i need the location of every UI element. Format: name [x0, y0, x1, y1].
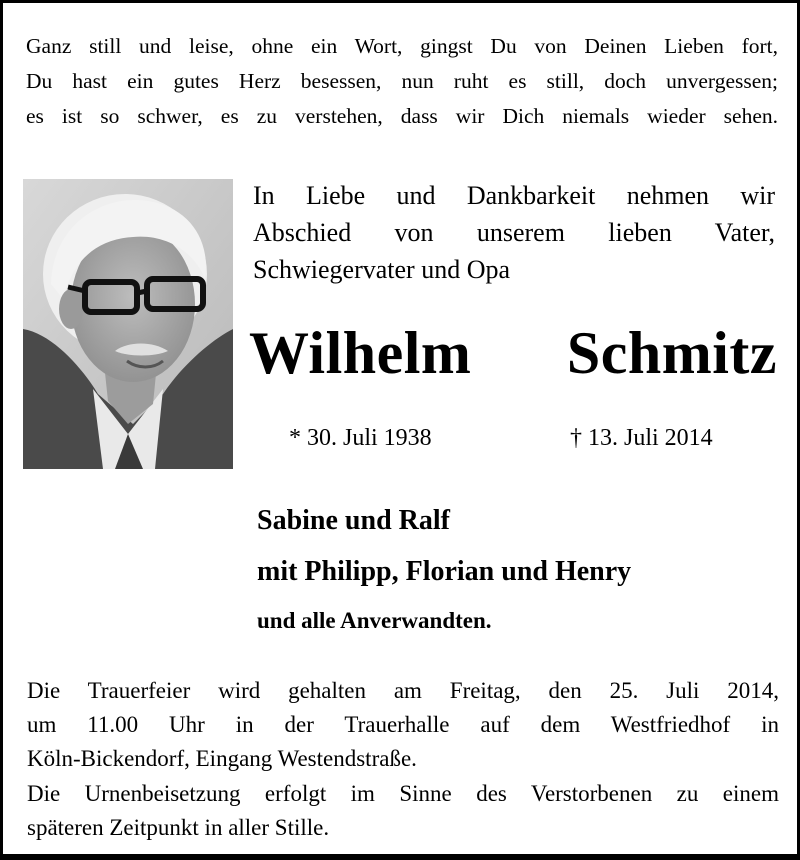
poem	[26, 29, 778, 134]
poem-line: es ist so schwer, es zu verstehen, dass wir Dich niemals wieder sehen.	[26, 104, 778, 128]
intro-line: Schwiegervater und Opa	[253, 255, 511, 284]
service-line: Köln-Bickendorf, Eingang Westendstraße.	[27, 746, 417, 771]
intro-text	[253, 177, 775, 288]
portrait-photo	[23, 179, 233, 469]
burial-info	[27, 777, 779, 845]
portrait-photo-icon	[23, 179, 233, 469]
service-info	[27, 674, 779, 776]
service-line: um 11.00 Uhr in der Trauerhalle auf dem Westfriedhof in	[27, 712, 779, 737]
service-line: Die Trauerfeier wird gehalten am Freitag, den 25. Juli 2014,	[27, 678, 779, 703]
death-date: † 13. Juli 2014	[570, 425, 713, 451]
mourners-line-2: mit Philipp, Florian und Henry	[257, 556, 632, 587]
burial-line: Die Urnenbeisetzung erfolgt im Sinne des Verstorbenen zu einem	[27, 781, 779, 806]
mourners-line-3: und alle Anverwandten.	[257, 608, 492, 633]
burial-line: späteren Zeitpunkt in aller Stille.	[27, 815, 330, 840]
birth-date: * 30. Juli 1938	[289, 425, 432, 451]
poem-line: Du hast ein gutes Herz besessen, nun ruht es still, doch unvergessen;	[26, 69, 778, 93]
mourners-line-1: Sabine und Ralf	[257, 505, 450, 536]
intro-line: In Liebe und Dankbarkeit nehmen wir	[253, 181, 775, 210]
poem-line: Ganz still und leise, ohne ein Wort, gingst Du von Deinen Lieben fort,	[26, 34, 778, 58]
intro-line: Abschied von unserem lieben Vater,	[253, 218, 775, 247]
deceased-name: Wilhelm Schmitz	[249, 320, 777, 386]
